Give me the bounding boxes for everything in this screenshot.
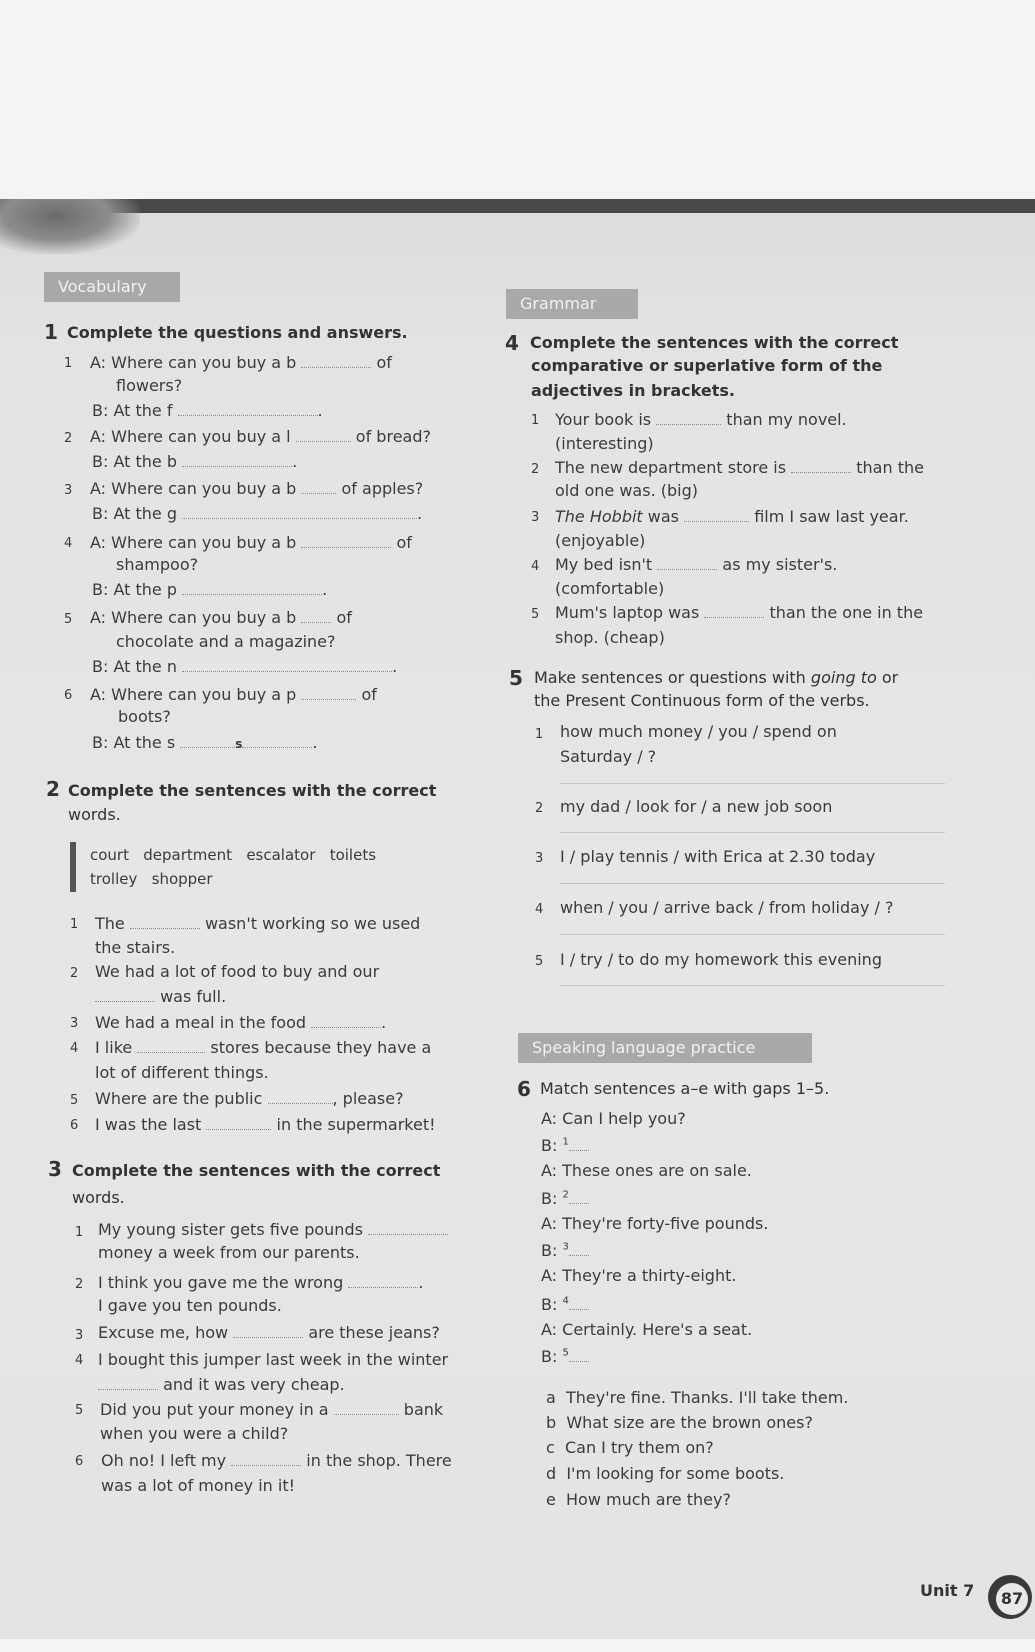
ex4-sentence: Your book is than my novel. [555,410,847,429]
ex1-question-continued: chocolate and a magazine? [116,632,336,651]
ex5-answer-line [560,783,945,784]
exercise-6-instruction: Match sentences a–e with gaps 1–5. [540,1079,830,1098]
ex5-item-number: 5 [535,954,544,969]
ex4-sentence-continued: (enjoyable) [555,531,646,550]
exercise-6-number: 6 [517,1077,531,1101]
ex2-sentence: We had a meal in the food . [95,1013,387,1032]
ex3-sentence-continued: when you were a child? [100,1424,289,1443]
ex4-sentence: My bed isn't as my sister's. [555,555,838,574]
exercise-4-instruction-line3: adjectives in brackets. [531,381,735,400]
ex6-dialogue-line: A: These ones are on sale. [541,1161,752,1180]
ex4-item-number: 1 [531,413,540,428]
ex1-answer-text: B: At the s s . [92,733,318,752]
ex5-prompt-continued: Saturday / ? [560,747,657,766]
ex3-sentence: Did you put your money in a bank [100,1400,444,1419]
word-box-line-2: trolley shopper [90,870,213,888]
grammar-banner: Grammar [506,289,638,319]
speaking-banner: Speaking language practice [518,1033,812,1063]
ex4-item-number: 4 [531,559,540,574]
ex1-answer-text: B: At the n . [92,657,398,676]
ex5-prompt: I / try / to do my homework this evening [560,950,882,969]
ex4-sentence: The Hobbit was film I saw last year. [555,507,909,526]
ex4-sentence: The new department store is than the [555,458,924,477]
ex5-item-number: 1 [535,727,544,742]
ex2-item-number: 2 [70,966,79,981]
bottom-blank-area [0,1639,1035,1652]
ex3-sentence-continued: was a lot of money in it! [101,1476,296,1495]
ex2-item-number: 5 [70,1093,79,1108]
ex5-answer-line [560,883,945,884]
ex1-question-text: A: Where can you buy a b of [90,608,352,627]
ex1-item-number: 3 [64,483,73,498]
ex5-item-number: 3 [535,851,544,866]
ex6-dialogue-gap: B: $^5$ [541,1347,589,1366]
ex4-item-number: 5 [531,607,540,622]
exercise-2-number: 2 [46,777,60,801]
ex4-sentence-continued: (comfortable) [555,579,665,598]
ex4-sentence-continued: old one was. (big) [555,481,698,500]
top-blank-area [0,0,1035,200]
ex6-dialogue-line: A: Can I help you? [541,1109,686,1128]
ex3-sentence-continued: and it was very cheap. [98,1375,345,1394]
ex5-prompt: when / you / arrive back / from holiday / ? [560,898,894,917]
word-box-line-1: court department escalator toilets [90,846,377,864]
ex1-answer-text: B: At the b . [92,452,298,471]
ex6-option: c Can I try them on? [546,1438,714,1457]
page-top-bar [0,199,1035,213]
ex5-answer-line [560,985,945,986]
ex5-prompt: my dad / look for / a new job soon [560,797,833,816]
exercise-1-instruction: Complete the questions and answers. [67,323,408,342]
ex3-item-number: 5 [75,1403,84,1418]
ex3-item-number: 4 [75,1353,84,1368]
ex6-dialogue-line: A: They're forty-five pounds. [541,1214,769,1233]
ex2-item-number: 6 [70,1118,79,1133]
vocabulary-banner: Vocabulary [44,272,180,302]
ex6-option: b What size are the brown ones? [546,1413,813,1432]
ex2-sentence: Where are the public , please? [95,1089,404,1108]
ex5-answer-line [560,832,945,833]
exercise-1-number: 1 [44,320,58,344]
ex2-item-number: 4 [70,1041,79,1056]
ex4-item-number: 3 [531,510,540,525]
ex6-dialogue-line: A: Certainly. Here's a seat. [541,1320,753,1339]
ex2-sentence: We had a lot of food to buy and our [95,962,380,981]
exercise-2-instruction: Complete the sentences with the correct [68,781,437,800]
ex3-sentence-continued: money a week from our parents. [98,1243,360,1262]
exercise-4-instruction-line2: comparative or superlative form of the [531,356,883,375]
ex5-prompt: I / play tennis / with Erica at 2.30 today [560,847,876,866]
ex1-question-continued: shampoo? [116,555,199,574]
exercise-2-instruction-line2: words. [68,805,121,824]
ex1-answer-text: B: At the p . [92,580,328,599]
exercise-3-instruction: Complete the sentences with the correct [72,1161,441,1180]
ex2-item-number: 1 [70,917,79,932]
ex6-option: e How much are they? [546,1490,731,1509]
ex3-sentence-continued: I gave you ten pounds. [98,1296,282,1315]
ex6-dialogue-line: A: They're a thirty-eight. [541,1266,737,1285]
ex3-item-number: 1 [75,1225,84,1240]
ex2-sentence: I was the last in the supermarket! [95,1115,436,1134]
ex4-item-number: 2 [531,462,540,477]
ex5-item-number: 2 [535,801,544,816]
ex2-item-number: 3 [70,1016,79,1031]
exercise-3-number: 3 [48,1157,62,1181]
ex3-sentence: I bought this jumper last week in the winter [98,1350,449,1369]
ex1-answer-text: B: At the g . [92,504,423,523]
ex3-sentence: I think you gave me the wrong . [98,1273,424,1292]
page-corner-shadow [0,199,140,254]
exercise-4-number: 4 [505,331,519,355]
ex1-question-text: A: Where can you buy a b of [90,533,412,552]
ex1-item-number: 5 [64,612,73,627]
ex3-item-number: 2 [75,1277,84,1292]
ex3-item-number: 3 [75,1328,84,1343]
ex1-question-text: A: Where can you buy a b of apples? [90,479,424,498]
unit-label: Unit 7 [920,1581,975,1600]
ex6-option: a They're fine. Thanks. I'll take them. [546,1388,849,1407]
page-number: 87 [996,1583,1028,1615]
ex1-item-number: 4 [64,536,73,551]
ex2-sentence: The wasn't working so we used [95,914,421,933]
ex2-sentence-continued: lot of different things. [95,1063,269,1082]
ex5-answer-line [560,934,945,935]
ex2-sentence-continued: the stairs. [95,938,176,957]
exercise-4-instruction: Complete the sentences with the correct [530,333,899,352]
ex4-sentence-continued: (interesting) [555,434,654,453]
ex3-item-number: 6 [75,1454,84,1469]
ex6-dialogue-gap: B: $^2$ [541,1189,589,1208]
ex6-dialogue-gap: B: $^4$ [541,1295,589,1314]
ex1-item-number: 2 [64,431,73,446]
exercise-3-instruction-line2: words. [72,1188,125,1207]
ex3-sentence: My young sister gets five pounds [98,1220,448,1239]
ex6-dialogue-gap: B: $^1$ [541,1136,589,1155]
ex1-question-continued: flowers? [116,376,183,395]
word-box-bar [70,842,76,892]
ex3-sentence: Oh no! I left my in the shop. There [101,1451,452,1470]
ex4-sentence-continued: shop. (cheap) [555,628,665,647]
ex5-item-number: 4 [535,902,544,917]
ex1-question-text: A: Where can you buy a p of [90,685,377,704]
exercise-5-instruction-line2: the Present Continuous form of the verbs. [534,691,870,710]
ex5-prompt: how much money / you / spend on [560,722,837,741]
ex1-question-text: A: Where can you buy a b of [90,353,392,372]
ex1-item-number: 1 [64,356,73,371]
ex2-sentence: I like stores because they have a [95,1038,432,1057]
ex3-sentence: Excuse me, how are these jeans? [98,1323,440,1342]
ex2-sentence-continued: was full. [95,987,226,1006]
ex6-option: d I'm looking for some boots. [546,1464,785,1483]
ex1-answer-text: B: At the f . [92,401,323,420]
ex6-dialogue-gap: B: $^3$ [541,1241,589,1260]
ex1-question-text: A: Where can you buy a l of bread? [90,427,431,446]
exercise-5-instruction: Make sentences or questions with going to or [534,668,899,687]
ex1-item-number: 6 [64,688,73,703]
ex4-sentence: Mum's laptop was than the one in the [555,603,924,622]
exercise-5-number: 5 [509,666,523,690]
ex1-question-continued: boots? [118,707,171,726]
